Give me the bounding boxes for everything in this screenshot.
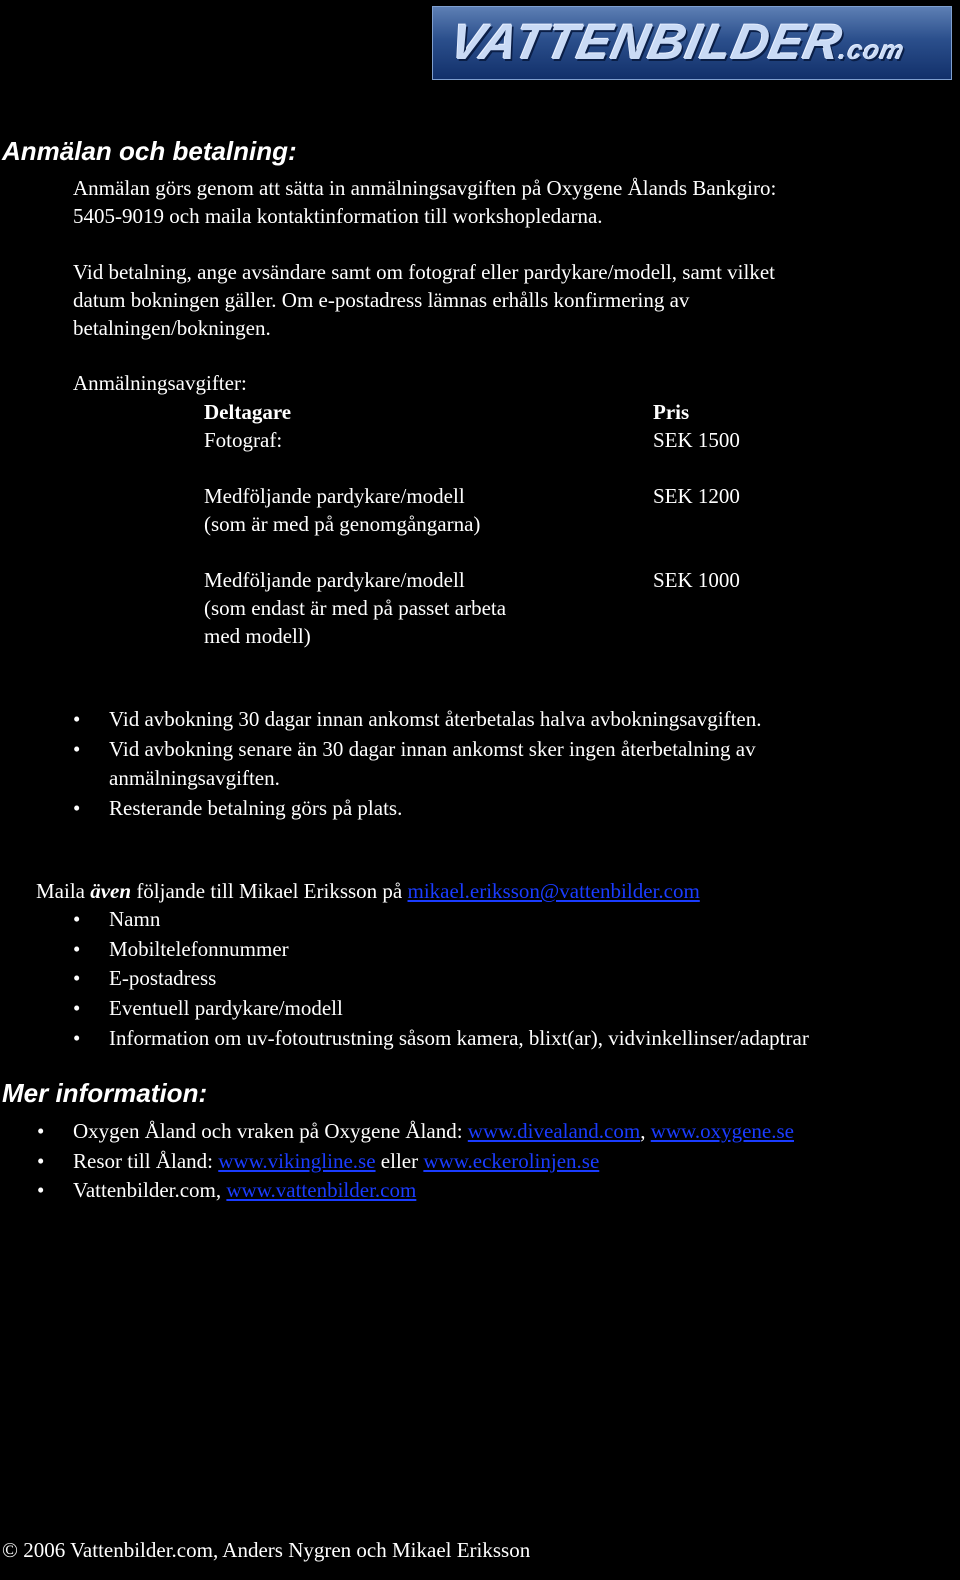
vattenbilder-logo bbox=[432, 6, 952, 80]
list-item: • Namn bbox=[73, 905, 953, 935]
link-vikingline[interactable]: www.vikingline.se bbox=[218, 1148, 376, 1173]
fees-label: Anmälningsavgifter: bbox=[73, 371, 247, 395]
fee-participant: Medföljande pardykare/modell (som är med på genomgångarna) bbox=[204, 484, 481, 536]
fee-header-participant: Deltagare bbox=[204, 400, 292, 424]
paragraph-payment: Vid betalning, ange avsändare samt om fotograf eller pardykare/modell, samt vilket datum bokningen gäller. Om e-postadress lämnas erhålls konfirmering av betalningen/bokningen. bbox=[73, 260, 776, 340]
footer-copyright: © 2006 Vattenbilder.com, Anders Nygren och Mikael Eriksson bbox=[2, 1538, 531, 1562]
list-item: • Oxygen Åland och vraken på Oxygene Åland: www.divealand.com, www.oxygene.se bbox=[37, 1117, 937, 1147]
cancellation-rules-list bbox=[73, 705, 933, 824]
mail-items-list bbox=[73, 905, 953, 1054]
list-item: • Resor till Åland: www.vikingline.se eller www.eckerolinjen.se bbox=[37, 1147, 937, 1177]
fee-header-price: Pris bbox=[653, 400, 690, 424]
paragraph-registration: Anmälan görs genom att sätta in anmälningsavgiften på Oxygene Ålands Bankgiro: 5405-9019 och maila kontaktinformation till workshopledarna. bbox=[73, 176, 777, 228]
mail-instruction: Maila även följande till Mikael Eriksson på mikael.eriksson@vattenbilder.com bbox=[36, 879, 700, 903]
list-item: • Vid avbokning senare än 30 dagar innan ankomst sker ingen återbetalning av anmälningsavgiften. bbox=[73, 735, 933, 794]
fee-price: SEK 1200 bbox=[653, 484, 740, 508]
fee-participant: Fotograf: bbox=[204, 428, 283, 452]
link-divealand[interactable]: www.divealand.com bbox=[467, 1119, 641, 1143]
link-oxygene[interactable]: www.oxygene.se bbox=[650, 1119, 794, 1143]
section-heading-more-info: Mer information: bbox=[2, 1078, 208, 1108]
fee-price: SEK 1000 bbox=[653, 568, 740, 592]
list-item: • E-postadress bbox=[73, 964, 953, 994]
fee-participant: Medföljande pardykare/modell (som endast är med på passet arbeta med modell) bbox=[204, 568, 507, 648]
email-link[interactable]: mikael.eriksson@vattenbilder.com bbox=[407, 879, 700, 903]
link-vattenbilder[interactable]: www.vattenbilder.com bbox=[226, 1178, 417, 1203]
more-info-list bbox=[37, 1117, 937, 1206]
logo-text: VATTENBILDER.com bbox=[445, 14, 908, 70]
list-item: • Vattenbilder.com, www.vattenbilder.com bbox=[37, 1176, 937, 1206]
list-item: • Information om uv-fotoutrustning såsom kamera, blixt(ar), vidvinkellinser/adaptrar bbox=[73, 1024, 953, 1054]
list-item: • Eventuell pardykare/modell bbox=[73, 994, 953, 1024]
section-heading-registration: Anmälan och betalning: bbox=[2, 136, 297, 166]
fee-price: SEK 1500 bbox=[653, 428, 740, 452]
list-item: • Mobiltelefonnummer bbox=[73, 935, 953, 965]
list-item: • Vid avbokning 30 dagar innan ankomst återbetalas halva avbokningsavgiften. bbox=[73, 705, 933, 735]
list-item: • Resterande betalning görs på plats. bbox=[73, 794, 933, 824]
link-eckerolinjen[interactable]: www.eckerolinjen.se bbox=[423, 1148, 600, 1173]
